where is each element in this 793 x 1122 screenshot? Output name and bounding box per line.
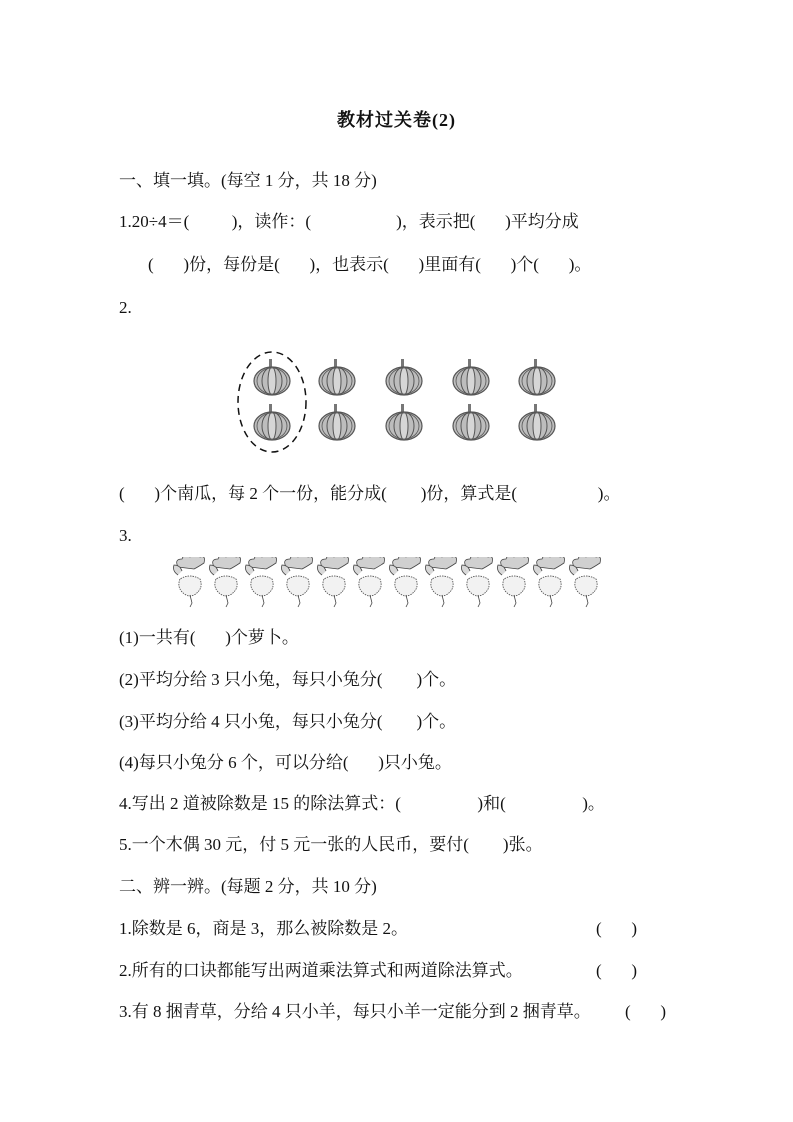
q2-label: 2.: [119, 298, 132, 317]
q3-item-1: (1)一共有( )个萝卜。: [119, 628, 299, 647]
judge-item-1-text: 1.除数是 6，商是 3，那么被除数是 2。: [119, 919, 408, 938]
pumpkin-illustration: [236, 350, 576, 455]
q1-line2: ( )份，每份是( )，也表示( )里面有( )个( )。: [148, 255, 592, 274]
q4: 4.写出 2 道被除数是 15 的除法算式：( )和( )。: [119, 794, 605, 813]
q3-item-3: (3)平均分给 4 只小兔，每只小兔分( )个。: [119, 712, 457, 731]
judge-item-2-answer: ( ): [596, 961, 638, 980]
q3-label: 3.: [119, 526, 132, 545]
judge-item-2-text: 2.所有的口诀都能写出两道乘法算式和两道除法算式。: [119, 961, 523, 980]
section1-heading: 一、填一填。(每空 1 分，共 18 分): [119, 171, 377, 190]
q3-item-2: (2)平均分给 3 只小兔，每只小兔分( )个。: [119, 670, 457, 689]
judge-item-3-answer: ( ): [625, 1002, 667, 1021]
judge-item-3-text: 3.有 8 捆青草，分给 4 只小羊，每只小羊一定能分到 2 捆青草。: [119, 1002, 591, 1021]
q2-text: ( )个南瓜，每 2 个一份，能分成( )份，算式是( )。: [119, 484, 621, 503]
section2-heading: 二、辨一辨。(每题 2 分，共 10 分): [119, 877, 377, 896]
q5: 5.一个木偶 30 元，付 5 元一张的人民币，要付( )张。: [119, 835, 543, 854]
judge-item-1-answer: ( ): [596, 919, 638, 938]
q1-line1: 1.20÷4＝( )，读作：( )，表示把( )平均分成: [119, 212, 579, 231]
page-title: 教材过关卷(2): [337, 110, 456, 130]
radish-illustration: [172, 557, 617, 609]
q3-item-4: (4)每只小兔分 6 个，可以分给( )只小兔。: [119, 753, 452, 772]
